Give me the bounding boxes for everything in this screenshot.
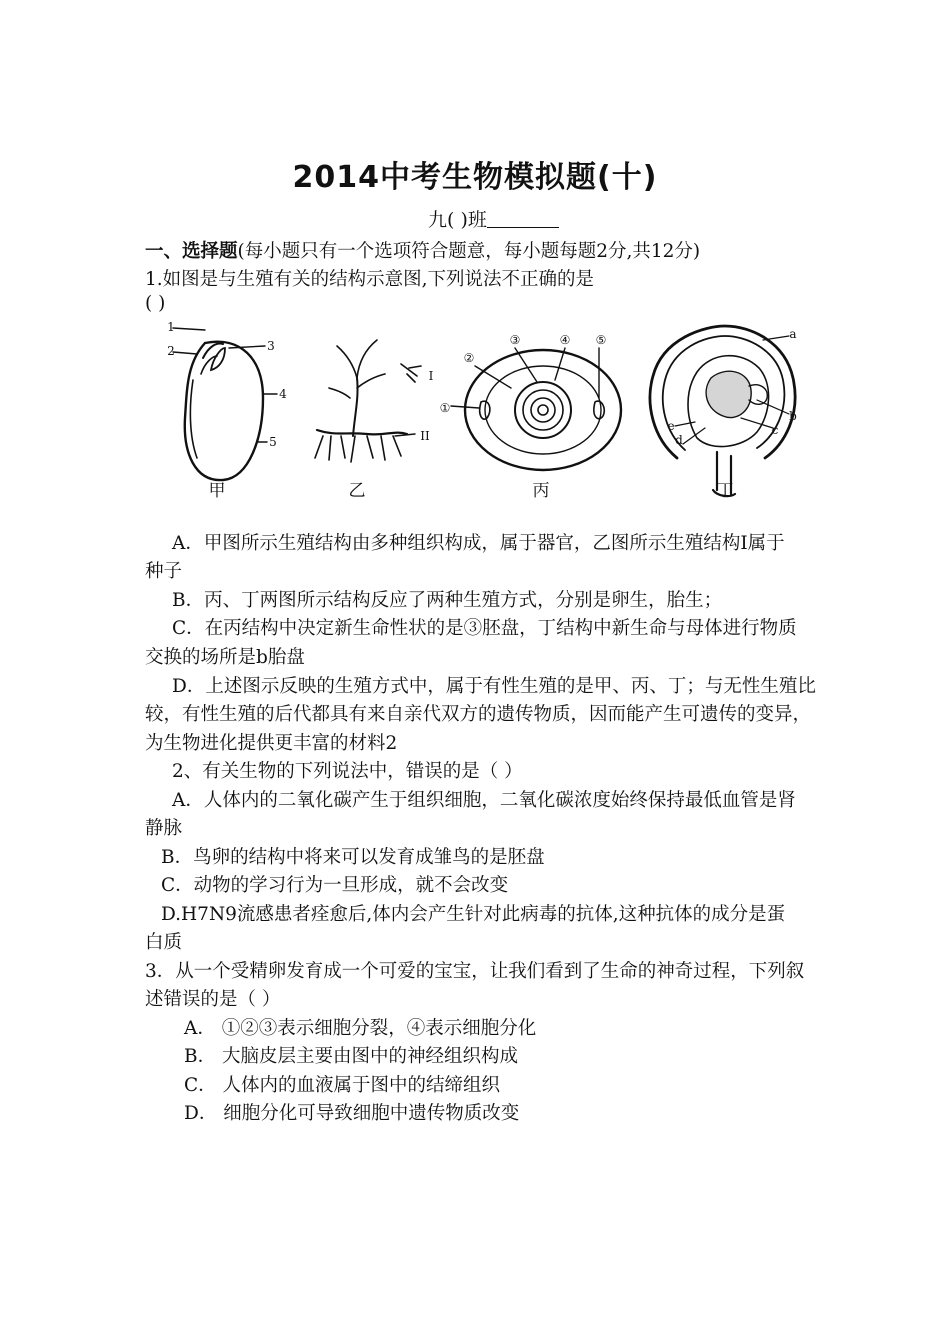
figure-mold-yi <box>315 340 421 462</box>
caption-ding: 丁 <box>716 481 734 500</box>
egg-label-4: ④ <box>559 333 571 347</box>
q1-option-c-line2: 交换的场所是b胎盘 <box>145 647 305 668</box>
q1-stem: 1.如图是与生殖有关的结构示意图,下列说法不正确的是 <box>145 269 595 290</box>
q2-option-b: B．鸟卵的结构中将来可以发育成雏鸟的是胚盘 <box>161 847 545 868</box>
seed-label-4: 4 <box>279 387 287 401</box>
q2-option-a-line1: A．人体内的二氧化碳产生于组织细胞，二氧化碳浓度始终保持最低血管是肾 <box>172 790 796 811</box>
figure-egg-bing <box>451 348 621 470</box>
q1-option-d-line3: 为生物进化提供更丰富的材料2 <box>145 733 398 754</box>
uterus-label-e: e <box>667 419 675 433</box>
q1-figure-svg <box>145 318 805 500</box>
mold-label-II: II <box>420 429 430 443</box>
q1-option-a-line2: 种子 <box>145 561 183 582</box>
egg-label-1: ① <box>439 401 451 415</box>
seed-label-5: 5 <box>269 435 277 449</box>
caption-yi: 乙 <box>348 481 366 500</box>
q1-option-c-line1: C．在丙结构中决定新生命性状的是③胚盘，丁结构中新生命与母体进行物质 <box>172 618 797 639</box>
name-blank <box>487 209 559 228</box>
class-field <box>428 205 559 232</box>
seed-label-3: 3 <box>267 339 275 353</box>
seed-label-2: 2 <box>167 344 175 358</box>
egg-label-5: ⑤ <box>595 333 607 347</box>
figure-seed-jia <box>173 328 277 480</box>
q3-stem-line2: 述错误的是（ ） <box>145 989 281 1010</box>
q1-option-b: B．丙、丁两图所示结构反应了两种生殖方式，分别是卵生，胎生； <box>172 590 723 611</box>
q2-option-a-line2: 静脉 <box>145 818 183 839</box>
q3-option-b: B． 大脑皮层主要由图中的神经组织构成 <box>184 1046 518 1067</box>
uterus-label-d: d <box>675 433 683 447</box>
uterus-label-a: a <box>789 327 797 341</box>
q2-option-d-line1: D.H7N9流感患者痊愈后,体内会产生针对此病毒的抗体,这种抗体的成分是蛋 <box>161 904 786 925</box>
uterus-label-b: b <box>789 409 797 423</box>
q3-option-c: C． 人体内的血液属于图中的结缔组织 <box>184 1075 501 1096</box>
q2-option-c: C．动物的学习行为一旦形成，就不会改变 <box>161 875 509 896</box>
mold-label-I: I <box>428 369 434 383</box>
figure-uterus-ding <box>650 326 795 496</box>
q1-option-d-line1: D．上述图示反映的生殖方式中，属于有性生殖的是甲、丙、丁；与无性生殖比 <box>172 676 816 697</box>
q1-option-a-line1: A．甲图所示生殖结构由多种组织构成，属于器官，乙图所示生殖结构Ⅰ属于 <box>172 533 785 554</box>
section-heading: 一、选择题 <box>145 241 238 262</box>
uterus-label-c: c <box>771 423 779 437</box>
egg-label-3: ③ <box>509 333 521 347</box>
section-heading-line <box>145 237 700 263</box>
page-title: 2014中考生物模拟题(十) <box>292 160 658 195</box>
q1-option-d-line2: 较，有性生殖的后代都具有来自亲代双方的遗传物质，因而能产生可遗传的变异， <box>145 704 812 725</box>
seed-label-1: 1 <box>167 320 175 334</box>
caption-jia: 甲 <box>208 481 226 500</box>
q3-option-a: A． ①②③表示细胞分裂，④表示细胞分化 <box>184 1018 537 1039</box>
q3-option-d: D． 细胞分化可导致细胞中遗传物质改变 <box>184 1103 520 1124</box>
q3-stem-line1: 3．从一个受精卵发育成一个可爱的宝宝，让我们看到了生命的神奇过程，下列叙 <box>145 961 805 982</box>
q1-figure <box>145 318 805 500</box>
q2-option-d-line2: 白质 <box>145 932 183 953</box>
class-label: 九( )班 <box>428 209 487 231</box>
section-note: (每小题只有一个选项符合题意，每小题每题2分,共12分) <box>237 241 701 262</box>
q1-answer-paren: ( ) <box>145 293 166 314</box>
q2-stem: 2、有关生物的下列说法中，错误的是（ ） <box>172 761 523 782</box>
caption-bing: 丙 <box>532 481 550 500</box>
egg-label-2: ② <box>463 351 475 365</box>
